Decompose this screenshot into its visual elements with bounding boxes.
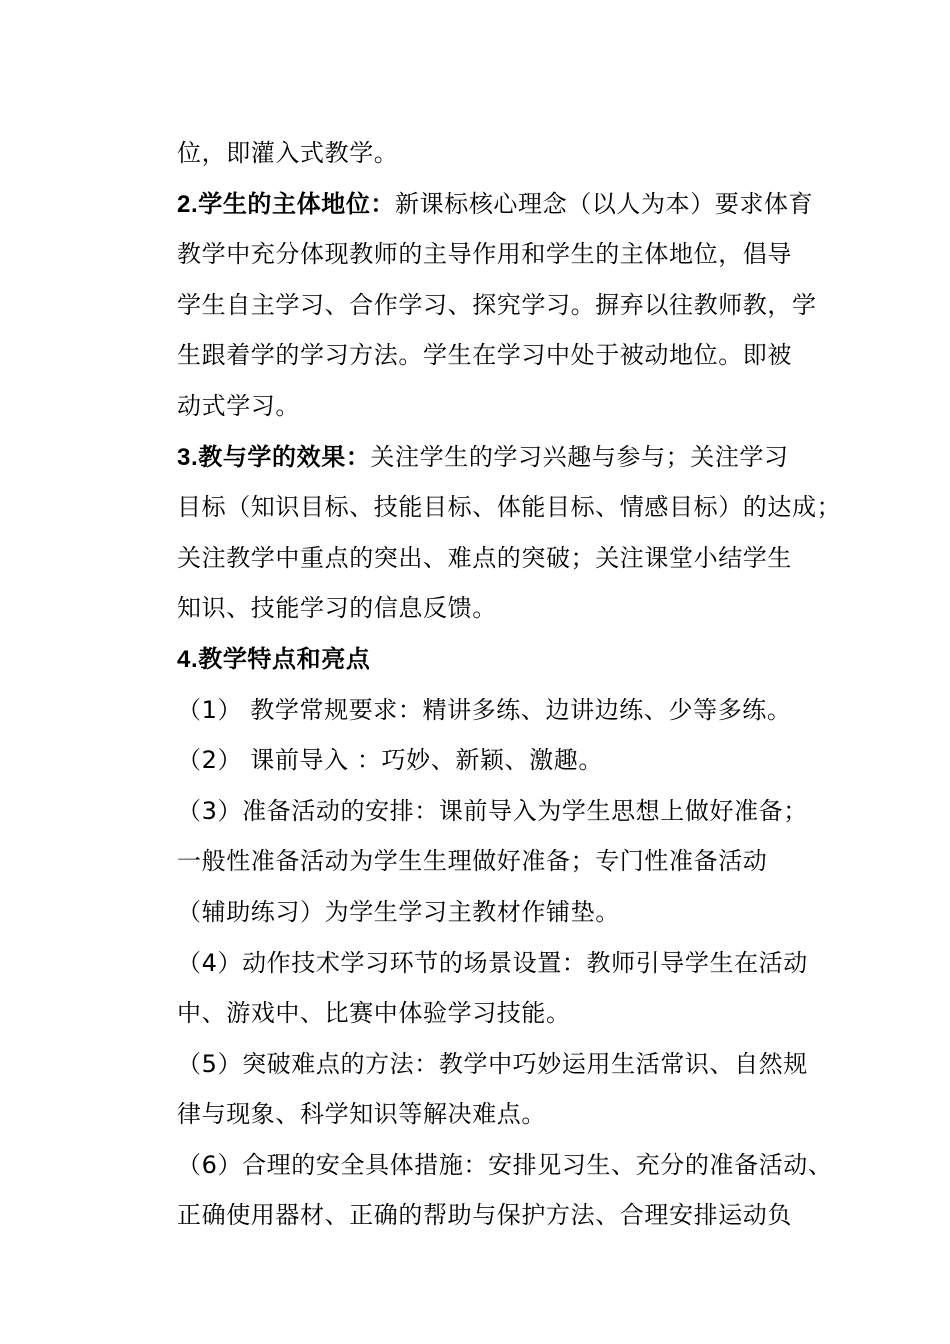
list-item-4: （4）动作技术学习环节的场景设置：教师引导学生在活动: [177, 948, 808, 977]
section-3-heading-line: 3.教与学的效果：关注学生的学习兴趣与参与；关注学习: [177, 442, 789, 471]
list-item-6: （6）合理的安全具体措施：安排见习生、充分的准备活动、: [177, 1150, 833, 1179]
text-line-4: 学生自主学习、合作学习、探究学习。摒弃以往教师教，学: [177, 290, 817, 319]
section-2-heading-line: 2.学生的主体地位：新课标核心理念（以人为本）要求体育: [177, 189, 814, 218]
text-line-6: 动式学习。: [177, 391, 300, 420]
text-line-16: （辅助练习）为学生学习主教材作铺垫。: [177, 897, 620, 926]
section-4-heading-line: [177, 634, 817, 685]
list-item-5: （5）突破难点的方法：教学中巧妙运用生活常识、自然规: [177, 1049, 808, 1078]
list-item-3: （3）准备活动的安排：课前导入为学生思想上做好准备；: [177, 796, 808, 825]
document-body: [177, 128, 842, 1241]
text-line-15: 一般性准备活动为学生生理做好准备；专门性准备活动: [177, 847, 768, 876]
text-line-8: 目标（知识目标、技能目标、体能目标、情感目标）的达成；: [177, 493, 842, 522]
text-line-9: 关注教学中重点的突出、难点的突破；关注课堂小结学生: [177, 543, 792, 572]
section-3-heading: 3.教与学的效果：: [177, 443, 371, 471]
list-item-2: （2） 课前导入 ：巧妙、新颖、激趣。: [177, 746, 603, 775]
text-line-20: 律与现象、科学知识等解决难点。: [177, 1100, 546, 1129]
section-4-heading: 4.教学特点和亮点: [177, 645, 371, 673]
text-line-22: 正确使用器材、正确的帮助与保护方法、合理安排运动负: [177, 1201, 792, 1230]
text-line-3: 教学中充分体现教师的主导作用和学生的主体地位，倡导: [177, 240, 792, 269]
text-line-10: 知识、技能学习的信息反馈。: [177, 594, 497, 623]
text-line-18: 中、游戏中、比赛中体验学习技能。: [177, 999, 571, 1028]
list-item-1: （1） 教学常规要求：精讲多练、边讲边练、少等多练。: [177, 695, 792, 724]
text-line-1: 位，即灌入式教学。: [177, 139, 399, 167]
text-line-5: 生跟着学的学习方法。学生在学习中处于被动地位。即被: [177, 341, 792, 370]
section-2-heading: 2.学生的主体地位：: [177, 190, 396, 218]
